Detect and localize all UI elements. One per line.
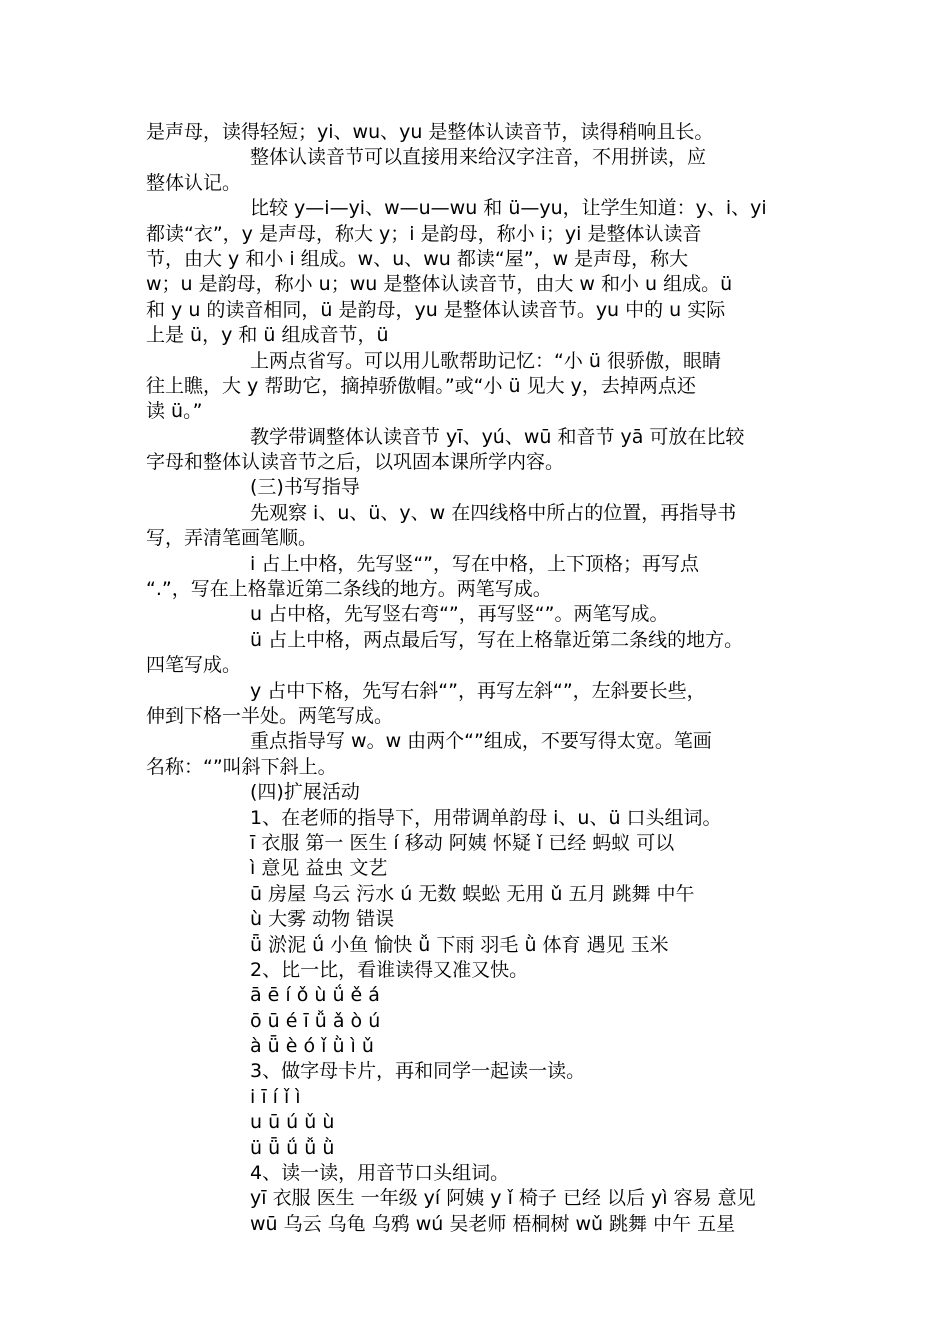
text-line: ì 意见 益虫 文艺 [250,857,388,880]
text-line: 四笔写成。 [146,654,242,677]
text-line: 上是 ü，y 和 ü 组成音节，ü [146,324,389,347]
text-line: 名称：“”叫斜下斜上。 [146,755,337,778]
text-line: u ū ú ǔ ù [250,1111,335,1134]
text-line: yī 衣服 医生 一年级 yí 阿姨 y ǐ 椅子 已经 以后 yì 容易 意见 [250,1187,756,1210]
text-line: ü ǖ ǘ ǚ ǜ [250,1136,335,1159]
text-line: 伸到下格一半处。两笔写成。 [146,704,394,727]
text-line: y 占中下格，先写右斜“”，再写左斜“”，左斜要长些， [250,679,706,702]
text-line: i 占上中格，先写竖“”，写在中格，上下顶格；再写点 [250,552,700,575]
text-line: “.”，写在上格靠近第二条线的地方。两笔写成。 [146,578,552,601]
text-line: w；u 是韵母，称小 u；wu 是整体认读音节，由大 w 和小 u 组成。ü [146,273,733,296]
text-line: 都读“衣”，y 是声母，称大 y；i 是韵母，称小 i；yi 是整体认读音 [146,222,702,245]
text-line: 整体认读音节可以直接用来给汉字注音，不用拼读，应 [250,146,707,169]
text-line: 和 y u 的读音相同，ü 是韵母，yu 是整体认读音节。yu 中的 u 实际 [146,298,726,321]
text-line: 教学带调整体认读音节 yī、yú、wū 和音节 yā 可放在比较 [250,425,745,448]
text-line: ǖ 淤泥 ǘ 小鱼 愉快 ǚ 下雨 羽毛 ǜ 体育 遇见 玉米 [250,933,669,956]
text-line: ī 衣服 第一 医生 í 移动 阿姨 怀疑 ǐ 已经 蚂蚁 可以 [250,831,675,854]
text-line: 是声母，读得轻短；yi、wu、yu 是整体认读音节，读得稍响且长。 [146,121,714,143]
text-line: 先观察 i、u、ü、y、w 在四线格中所占的位置，再指导书 [250,501,737,524]
text-line: (三)书写指导 [250,476,360,499]
text-line: 重点指导写 w。w 由两个“”组成，不要写得太宽。笔画 [250,730,712,753]
text-line: 往上瞧，大 y 帮助它，摘掉骄傲帽。”或“小 ü 见大 y，去掉两点还 [146,374,696,397]
text-line: u 占中格，先写竖右弯“”，再写竖“”。两笔写成。 [250,603,669,626]
text-line: 比较 y—i—yi、w—u—wu 和 ü—yu，让学生知道：y、i、yi [250,197,767,220]
text-line: 写，弄清笔画笔顺。 [146,527,318,550]
text-line: ā ē í ǒ ù ǘ ě á [250,984,380,1007]
text-line: 字母和整体认读音节之后，以巩固本课所学内容。 [146,451,565,474]
text-line: à ǖ è ó ǐ ǜ ì ǔ [250,1035,374,1058]
text-line: 1、在老师的指导下，用带调单韵母 i、u、ü 口头组词。 [250,806,722,829]
text-line: (四)扩展活动 [250,781,360,804]
text-line: 2、比一比，看谁读得又准又快。 [250,958,529,981]
text-line: ù 大雾 动物 错误 [250,908,395,931]
text-line: ü 占上中格，两点最后写，写在上格靠近第二条线的地方。 [250,628,744,651]
text-line: 整体认记。 [146,171,242,194]
text-line: wū 乌云 乌龟 乌鸦 wú 吴老师 梧桐树 wǔ 跳舞 中午 五星 [250,1212,736,1235]
text-line: i ī í ǐ ì [250,1085,301,1108]
text-line: 读 ü。” [146,400,203,423]
document-page [146,120,818,1237]
text-line: ū 房屋 乌云 污水 ú 无数 蜈蚣 无用 ǔ 五月 跳舞 中午 [250,882,695,905]
text-line: 4、读一读，用音节口头组词。 [250,1162,510,1185]
text-line: 上两点省写。可以用儿歌帮助记忆：“小 ü 很骄傲，眼睛 [250,349,721,372]
text-line: 节，由大 y 和小 i 组成。w、u、wu 都读“屋”，w 是声母，称大 [146,247,689,270]
text-line: 3、做字母卡片，再和同学一起读一读。 [250,1060,586,1083]
text-line: ō ū é ī ǚ ǎ ò ú [250,1009,381,1032]
